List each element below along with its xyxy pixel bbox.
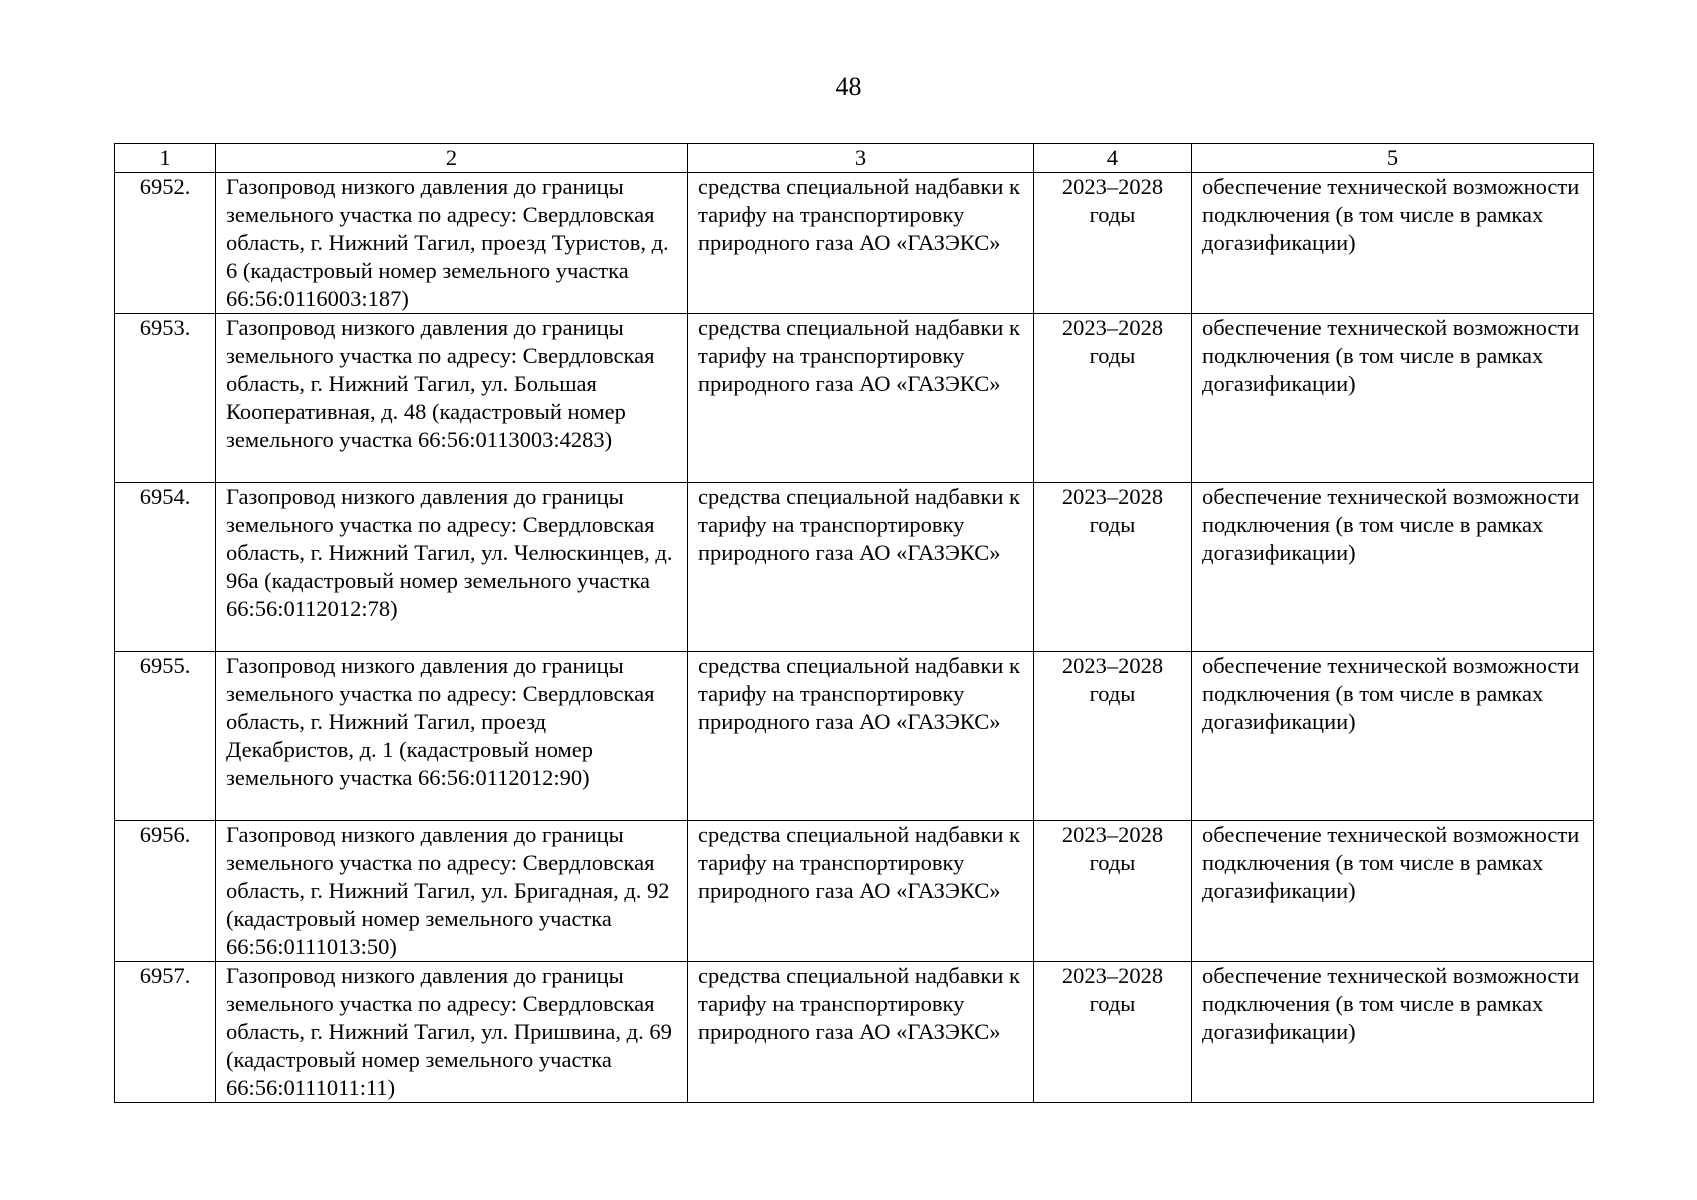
column-header-2: 2 <box>216 144 688 173</box>
object-cell: Газопровод низкого давления до границы земельного участка по адресу: Свердловская область, г. Нижний Тагил, ул. Большая Кооперативная, д. 48 (кадастровый номер земельного участка 66:56:0113003:4283) <box>216 314 688 483</box>
table-body <box>115 173 1594 1103</box>
funding-source-cell: средства специальной надбавки к тарифу на транспортировку природного газа АО «ГАЗЭКС» <box>688 483 1034 652</box>
table-row <box>115 314 1594 483</box>
purpose-cell: обеспечение технической возможности подключения (в том числе в рамках догазификации) <box>1192 483 1594 652</box>
period-cell: 2023–2028 годы <box>1034 483 1192 652</box>
table-row <box>115 821 1594 962</box>
column-header-1: 1 <box>115 144 216 173</box>
row-number: 6955. <box>115 652 216 821</box>
period-cell: 2023–2028 годы <box>1034 652 1192 821</box>
object-cell: Газопровод низкого давления до границы земельного участка по адресу: Свердловская область, г. Нижний Тагил, ул. Бригадная, д. 92 (кадастровый номер земельного участка 66:56:0111013:50) <box>216 821 688 962</box>
table-row <box>115 483 1594 652</box>
object-cell: Газопровод низкого давления до границы земельного участка по адресу: Свердловская область, г. Нижний Тагил, проезд Туристов, д. 6 (кадастровый номер земельного участка 66:56:0116003:187) <box>216 173 688 314</box>
row-number: 6952. <box>115 173 216 314</box>
header-row <box>115 144 1594 173</box>
table-row <box>115 652 1594 821</box>
funding-source-cell: средства специальной надбавки к тарифу на транспортировку природного газа АО «ГАЗЭКС» <box>688 821 1034 962</box>
period-cell: 2023–2028 годы <box>1034 173 1192 314</box>
table-row <box>115 962 1594 1103</box>
funding-source-cell: средства специальной надбавки к тарифу на транспортировку природного газа АО «ГАЗЭКС» <box>688 173 1034 314</box>
column-header-3: 3 <box>688 144 1034 173</box>
purpose-cell: обеспечение технической возможности подключения (в том числе в рамках догазификации) <box>1192 652 1594 821</box>
object-cell: Газопровод низкого давления до границы земельного участка по адресу: Свердловская область, г. Нижний Тагил, ул. Челюскинцев, д. 96а (кадастровый номер земельного участка 66:56:0112012:78) <box>216 483 688 652</box>
row-number: 6953. <box>115 314 216 483</box>
funding-source-cell: средства специальной надбавки к тарифу на транспортировку природного газа АО «ГАЗЭКС» <box>688 314 1034 483</box>
period-cell: 2023–2028 годы <box>1034 962 1192 1103</box>
purpose-cell: обеспечение технической возможности подключения (в том числе в рамках догазификации) <box>1192 962 1594 1103</box>
object-cell: Газопровод низкого давления до границы земельного участка по адресу: Свердловская область, г. Нижний Тагил, ул. Пришвина, д. 69 (кадастровый номер земельного участка 66:56:0111011:11) <box>216 962 688 1103</box>
table-row <box>115 173 1594 314</box>
object-cell: Газопровод низкого давления до границы земельного участка по адресу: Свердловская область, г. Нижний Тагил, проезд Декабристов, д. 1 (кадастровый номер земельного участка 66:56:0112012:90) <box>216 652 688 821</box>
purpose-cell: обеспечение технической возможности подключения (в том числе в рамках догазификации) <box>1192 173 1594 314</box>
row-number: 6956. <box>115 821 216 962</box>
period-cell: 2023–2028 годы <box>1034 821 1192 962</box>
purpose-cell: обеспечение технической возможности подключения (в том числе в рамках догазификации) <box>1192 821 1594 962</box>
period-cell: 2023–2028 годы <box>1034 314 1192 483</box>
funding-source-cell: средства специальной надбавки к тарифу на транспортировку природного газа АО «ГАЗЭКС» <box>688 652 1034 821</box>
data-table <box>114 143 1594 1103</box>
column-header-4: 4 <box>1034 144 1192 173</box>
page-number: 48 <box>835 72 862 101</box>
purpose-cell: обеспечение технической возможности подключения (в том числе в рамках догазификации) <box>1192 314 1594 483</box>
column-header-5: 5 <box>1192 144 1594 173</box>
row-number: 6957. <box>115 962 216 1103</box>
funding-source-cell: средства специальной надбавки к тарифу на транспортировку природного газа АО «ГАЗЭКС» <box>688 962 1034 1103</box>
row-number: 6954. <box>115 483 216 652</box>
